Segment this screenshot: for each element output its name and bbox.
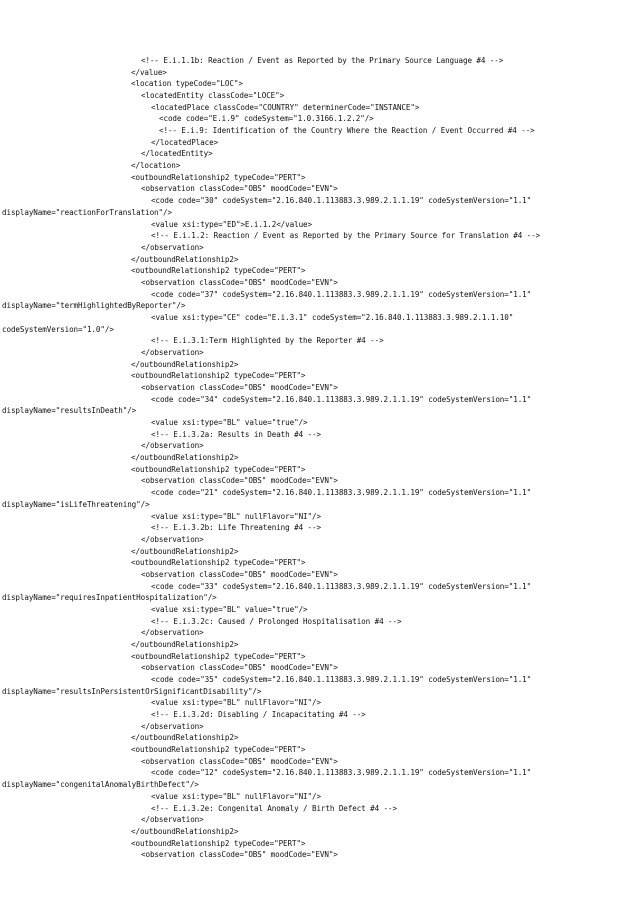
code-line: </observation> xyxy=(141,721,204,731)
code-line: <outboundRelationship2 typeCode="PERT"> xyxy=(131,745,306,755)
code-line: </locatedPlace> xyxy=(151,137,219,147)
code-line: </outboundRelationship2> xyxy=(131,359,239,369)
code-line: displayName="reactionForTranslation"/> xyxy=(2,207,172,217)
code-line: <value xsi:type="BL" value="true"/> xyxy=(151,418,308,428)
code-line: <observation classCode="OBS" moodCode="EVN"> xyxy=(141,184,338,194)
code-line: <code code="E.i.9" codeSystem="1.0.3166.1.2.2"/> xyxy=(159,114,374,124)
code-line: <outboundRelationship2 typeCode="PERT"> xyxy=(131,558,306,568)
code-line: <outboundRelationship2 typeCode="PERT"> xyxy=(131,651,306,661)
code-line: </outboundRelationship2> xyxy=(131,733,239,743)
code-line: </value> xyxy=(131,67,167,77)
code-line: </outboundRelationship2> xyxy=(131,254,239,264)
code-line: <outboundRelationship2 typeCode="PERT"> xyxy=(131,464,306,474)
code-line: <observation classCode="OBS" moodCode="EVN"> xyxy=(141,663,338,673)
code-line: <!-- E.i.3.2b: Life Threatening #4 --> xyxy=(151,523,321,533)
code-line: <observation classCode="OBS" moodCode="EVN"> xyxy=(141,850,338,860)
code-line: <locatedPlace classCode="COUNTRY" determinerCode="INSTANCE"> xyxy=(151,102,420,112)
code-line: <outboundRelationship2 typeCode="PERT"> xyxy=(131,838,306,848)
code-line: <!-- E.i.3.2d: Disabling / Incapacitating #4 --> xyxy=(151,710,366,720)
code-line: </observation> xyxy=(141,815,204,825)
code-line: <observation classCode="OBS" moodCode="EVN"> xyxy=(141,476,338,486)
code-line: <code code="21" codeSystem="2.16.840.1.113883.3.989.2.1.1.19" codeSystemVersion="1.1" xyxy=(151,488,532,498)
code-line: <code code="37" codeSystem="2.16.840.1.113883.3.989.2.1.1.19" codeSystemVersion="1.1" xyxy=(151,289,532,299)
code-line: <value xsi:type="BL" nullFlavor="NI"/> xyxy=(151,698,321,708)
code-line: <value xsi:type="CE" code="E.i.3.1" codeSystem="2.16.840.1.113883.3.989.2.1.1.10" xyxy=(151,312,514,322)
code-line: <!-- E.i.3.1:Term Highlighted by the Reporter #4 --> xyxy=(151,336,384,346)
code-line: <location typeCode="LOC"> xyxy=(131,79,243,89)
code-line: <!-- E.i.9: Identification of the Country Where the Reaction / Event Occurred #4 --> xyxy=(159,126,535,136)
code-line: <!-- E.i.1.2: Reaction / Event as Reported by the Primary Source for Translation #4 --> xyxy=(151,231,541,241)
code-line: <!-- E.i.3.2e: Congenital Anomaly / Birth Defect #4 --> xyxy=(151,803,397,813)
code-line: </location> xyxy=(131,161,181,171)
code-line: </locatedEntity> xyxy=(141,149,213,159)
code-line: displayName="isLifeThreatening"/> xyxy=(2,499,150,509)
code-line: <outboundRelationship2 typeCode="PERT"> xyxy=(131,266,306,276)
code-line: <!-- E.i.1.1b: Reaction / Event as Reported by the Primary Source Language #4 --> xyxy=(141,56,504,65)
code-line: </observation> xyxy=(141,441,204,451)
code-line: <outboundRelationship2 typeCode="PERT"> xyxy=(131,371,306,381)
code-line: <observation classCode="OBS" moodCode="EVN"> xyxy=(141,569,338,579)
code-line: </observation> xyxy=(141,348,204,357)
code-line: <code code="34" codeSystem="2.16.840.1.113883.3.989.2.1.1.19" codeSystemVersion="1.1" xyxy=(151,394,532,404)
code-line: displayName="congenitalAnomalyBirthDefect"/> xyxy=(2,780,199,790)
code-line: <observation classCode="OBS" moodCode="EVN"> xyxy=(141,383,338,393)
code-line: </observation> xyxy=(141,628,204,638)
code-line: </observation> xyxy=(141,534,204,544)
code-line: <value xsi:type="ED">E.i.1.2</value> xyxy=(151,219,312,229)
code-line: <code code="35" codeSystem="2.16.840.1.113883.3.989.2.1.1.19" codeSystemVersion="1.1" xyxy=(151,675,532,685)
code-line: </outboundRelationship2> xyxy=(131,453,239,463)
code-line: <code code="12" codeSystem="2.16.840.1.113883.3.989.2.1.1.19" codeSystemVersion="1.1" xyxy=(151,768,532,778)
code-line: displayName="resultsInDeath"/> xyxy=(2,406,137,416)
code-line: codeSystemVersion="1.0"/> xyxy=(2,324,114,334)
code-line: <observation classCode="OBS" moodCode="EVN"> xyxy=(141,277,338,287)
code-line: <!-- E.i.3.2c: Caused / Prolonged Hospitalisation #4 --> xyxy=(151,616,402,626)
code-line: displayName="termHighlightedByReporter"/> xyxy=(2,301,186,311)
code-line: displayName="resultsInPersistentOrSignificantDisability"/> xyxy=(2,686,262,696)
code-line: </outboundRelationship2> xyxy=(131,640,239,649)
code-line: <observation classCode="OBS" moodCode="EVN"> xyxy=(141,756,338,766)
code-line: </observation> xyxy=(141,242,204,252)
code-line: </outboundRelationship2> xyxy=(131,546,239,556)
code-line: <!-- E.i.3.2a: Results in Death #4 --> xyxy=(151,429,321,439)
code-line: <code code="33" codeSystem="2.16.840.1.113883.3.989.2.1.1.19" codeSystemVersion="1.1" xyxy=(151,581,532,591)
code-line: displayName="requiresInpatientHospitalization"/> xyxy=(2,593,217,603)
code-line: </outboundRelationship2> xyxy=(131,826,239,836)
code-line: <outboundRelationship2 typeCode="PERT"> xyxy=(131,172,306,182)
code-line: <locatedEntity classCode="LOCE"> xyxy=(141,91,285,101)
code-line: <code code="30" codeSystem="2.16.840.1.113883.3.989.2.1.1.19" codeSystemVersion="1.1" xyxy=(151,196,532,206)
code-line: <value xsi:type="BL" nullFlavor="NI"/> xyxy=(151,511,321,521)
code-line: <value xsi:type="BL" nullFlavor="NI"/> xyxy=(151,791,321,801)
code-line: <value xsi:type="BL" value="true"/> xyxy=(151,604,308,614)
